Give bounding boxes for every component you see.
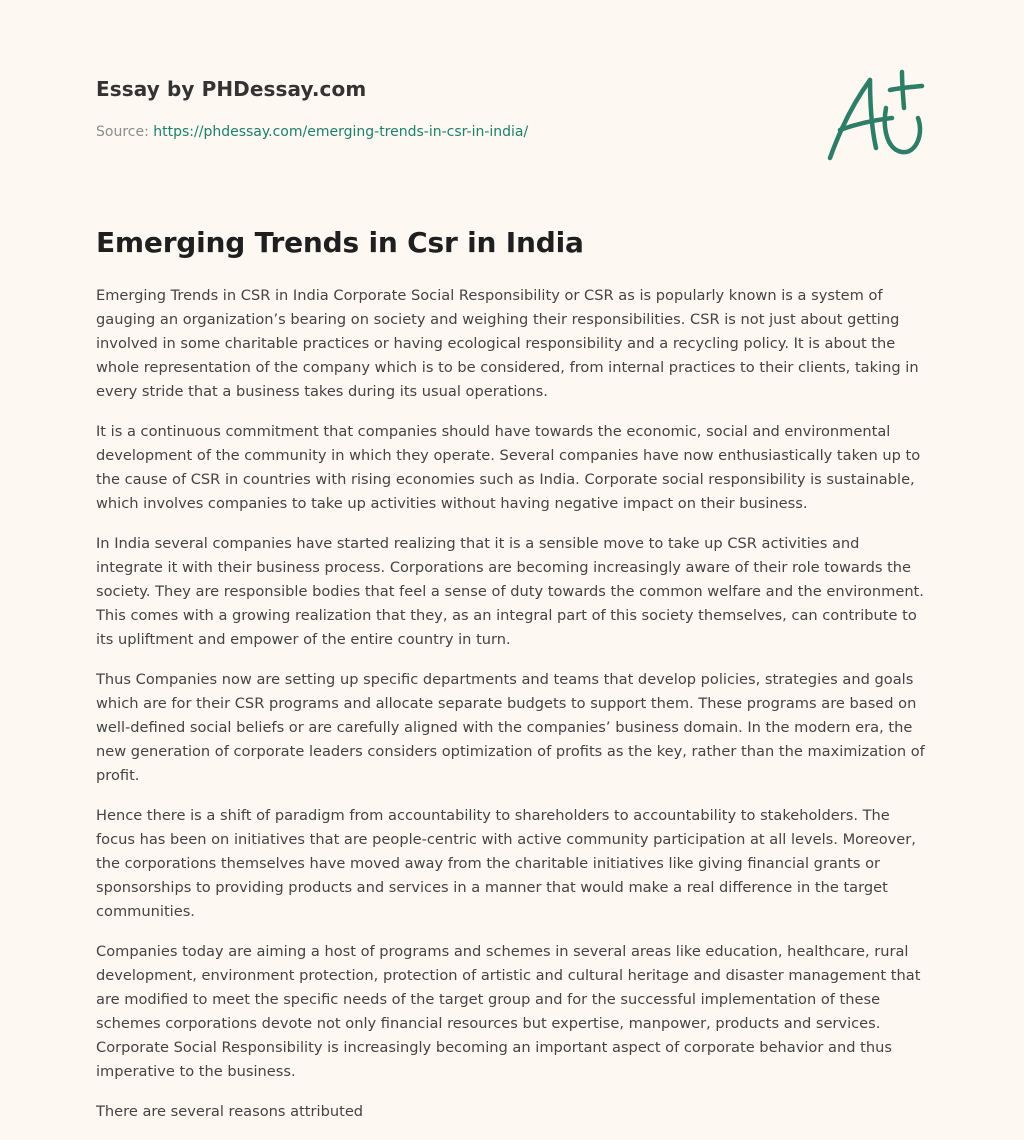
brand-title: Essay by PHDessay.com [96, 77, 367, 101]
essay-paragraph: Emerging Trends in CSR in India Corporate Social Responsibility or CSR as is popularly known is a system of gauging an organization’s bearing on society and weighing their responsibilities. CSR is not just about getting involved in some charitable practices or having ecological responsibility and a recycling policy. It is about the whole representation of the company which is to be considered, from internal practices to their clients, taking in every stride that a business takes during its usual operations. [96, 287, 919, 400]
essay-paragraph: It is a continuous commitment that companies should have towards the economic, social and environmental development of the community in which they operate. Several companies have now enthusiastically taken up to the cause of CSR in countries with rising economies such as India. Corporate social responsibility is sustainable, which involves companies to take up activities without having negative impact on their business. [96, 423, 921, 512]
essay-paragraph: In India several companies have started realizing that it is a sensible move to take up CSR activities and integrate it with their business process. Corporations are becoming increasingly aware of their role towards the society. They are responsible bodies that feel a sense of duty towards the common welfare and the environment. This comes with a growing realization that they, as an integral part of this society themselves, can contribute to its upliftment and empower of the entire country in turn. [96, 535, 924, 648]
essay-paragraph: Companies today are aiming a host of programs and schemes in several areas like education, healthcare, rural development, environment protection, protection of artistic and cultural heritage and disaster management that are modified to meet the specific needs of the target group and for the successful implementation of these schemes corporations devote not only financial resources but expertise, manpower, products and services. Corporate Social Responsibility is increasingly becoming an important aspect of corporate behavior and thus imperative to the business. [96, 943, 921, 1080]
essay-paragraph: Hence there is a shift of paradigm from accountability to shareholders to accountability to stakeholders. The focus has been on initiatives that are people-centric with active community participation at all levels. Moreover, the corporations themselves have moved away from the charitable initiatives like giving financial grants or sponsorships to providing products and services in a manner that would make a real difference in the target communities. [96, 807, 916, 920]
a-plus-logo-icon [826, 68, 926, 164]
source-line [96, 124, 528, 140]
essay-paragraph: Thus Companies now are setting up specific departments and teams that develop policies, strategies and goals which are for their CSR programs and allocate separate budgets to support them. These programs are based on well-defined social beliefs or are carefully aligned with the companies’ business domain. In the modern era, the new generation of corporate leaders considers optimization of profits as the key, rather than the maximization of profit. [96, 671, 925, 784]
essay-paragraph: There are several reasons attributed [96, 1103, 364, 1120]
source-link[interactable]: https://phdessay.com/emerging-trends-in-csr-in-india/ [153, 124, 529, 140]
essay-body [96, 284, 928, 1140]
source-label: Source: [96, 124, 154, 140]
essay-title: Emerging Trends in Csr in India [96, 226, 584, 259]
